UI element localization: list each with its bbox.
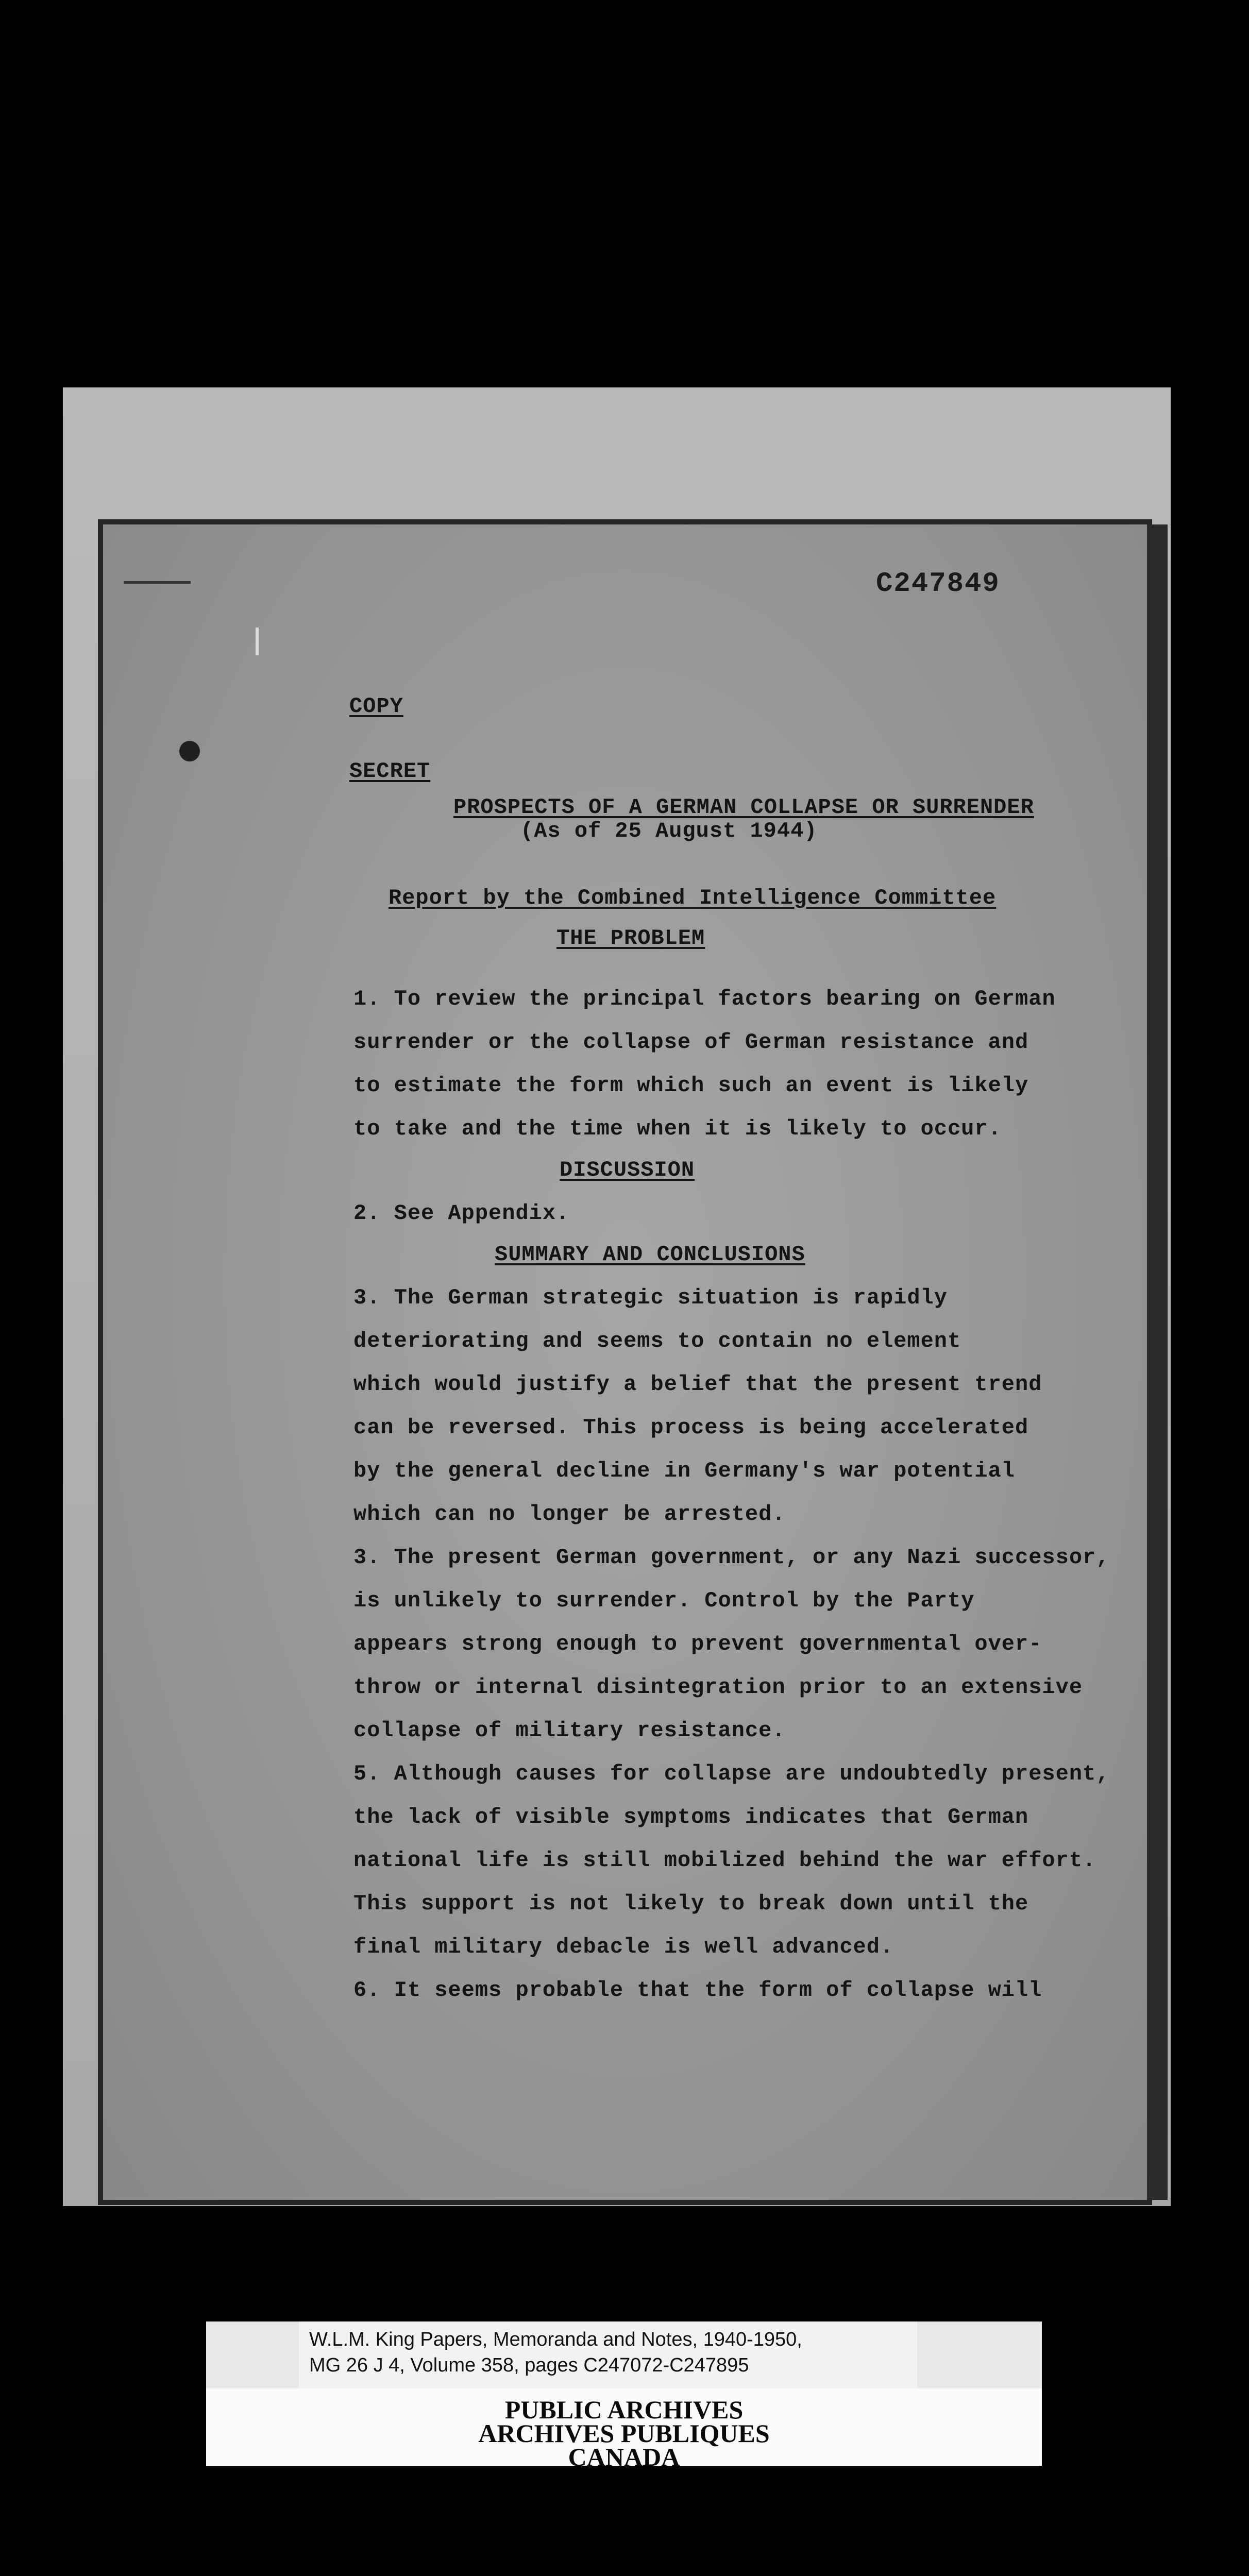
copy-label: COPY bbox=[349, 694, 403, 719]
discussion-line: 2. See Appendix. bbox=[353, 1201, 570, 1226]
summary-line: by the general decline in Germany's war potential bbox=[353, 1459, 1016, 1483]
summary-line: is unlikely to surrender. Control by the Party bbox=[353, 1588, 975, 1613]
summary-line: 5. Although causes for collapse are undoubtedly present, bbox=[353, 1761, 1110, 1786]
archive-source-line: W.L.M. King Papers, Memoranda and Notes, 1940-1950, bbox=[309, 2329, 802, 2350]
report-line: Report by the Combined Intelligence Committee bbox=[389, 886, 997, 910]
heading-problem: THE PROBLEM bbox=[556, 926, 705, 951]
summary-line: 3. The present German government, or any Nazi successor, bbox=[353, 1545, 1110, 1570]
summary-line: the lack of visible symptoms indicates that German bbox=[353, 1805, 1029, 1829]
margin-mark bbox=[124, 581, 191, 584]
archive-stamp-line: PUBLIC ARCHIVES bbox=[504, 2395, 744, 2424]
summary-line: throw or internal disintegration prior to an extensive bbox=[353, 1675, 1083, 1700]
archive-stamp bbox=[206, 2388, 1042, 2471]
archive-source-line: MG 26 J 4, Volume 358, pages C247072-C247895 bbox=[309, 2354, 749, 2376]
classification-label: SECRET bbox=[349, 759, 431, 784]
summary-line: deteriorating and seems to contain no element bbox=[353, 1329, 961, 1353]
summary-line: 6. It seems probable that the form of collapse will bbox=[353, 1978, 1042, 2003]
page-edge-shadow bbox=[1147, 524, 1168, 2200]
document-id: C247849 bbox=[876, 568, 1000, 600]
heading-discussion: DISCUSSION bbox=[560, 1158, 695, 1182]
summary-line: can be reversed. This process is being accelerated bbox=[353, 1415, 1029, 1440]
summary-line: final military debacle is well advanced. bbox=[353, 1935, 894, 1959]
summary-line: collapse of military resistance. bbox=[353, 1718, 786, 1743]
summary-line: This support is not likely to break down until the bbox=[353, 1891, 1029, 1916]
scratch-mark bbox=[256, 628, 259, 655]
summary-line: national life is still mobilized behind the war effort. bbox=[353, 1848, 1096, 1873]
document-page bbox=[103, 524, 1147, 2200]
problem-line: to estimate the form which such an event is likely bbox=[353, 1073, 1029, 1098]
archive-source bbox=[299, 2321, 917, 2388]
archive-label bbox=[206, 2321, 1042, 2471]
summary-line: 3. The German strategic situation is rapidly bbox=[353, 1285, 948, 1310]
heading-summary: SUMMARY AND CONCLUSIONS bbox=[495, 1242, 805, 1267]
ink-smudge bbox=[179, 741, 200, 761]
archive-stamp-line: CANADA bbox=[568, 2443, 680, 2471]
summary-line: which would justify a belief that the present trend bbox=[353, 1372, 1042, 1397]
summary-line: appears strong enough to prevent governmental over- bbox=[353, 1632, 1042, 1656]
document-date: (As of 25 August 1944) bbox=[520, 819, 818, 843]
problem-line: 1. To review the principal factors bearing on German bbox=[353, 987, 1056, 1011]
document-title: PROSPECTS OF A GERMAN COLLAPSE OR SURRENDER bbox=[453, 795, 1034, 820]
problem-line: to take and the time when it is likely to occur. bbox=[353, 1116, 1002, 1141]
problem-line: surrender or the collapse of German resistance and bbox=[353, 1030, 1029, 1055]
summary-line: which can no longer be arrested. bbox=[353, 1502, 786, 1527]
archive-stamp-line: ARCHIVES PUBLIQUES bbox=[478, 2419, 770, 2448]
